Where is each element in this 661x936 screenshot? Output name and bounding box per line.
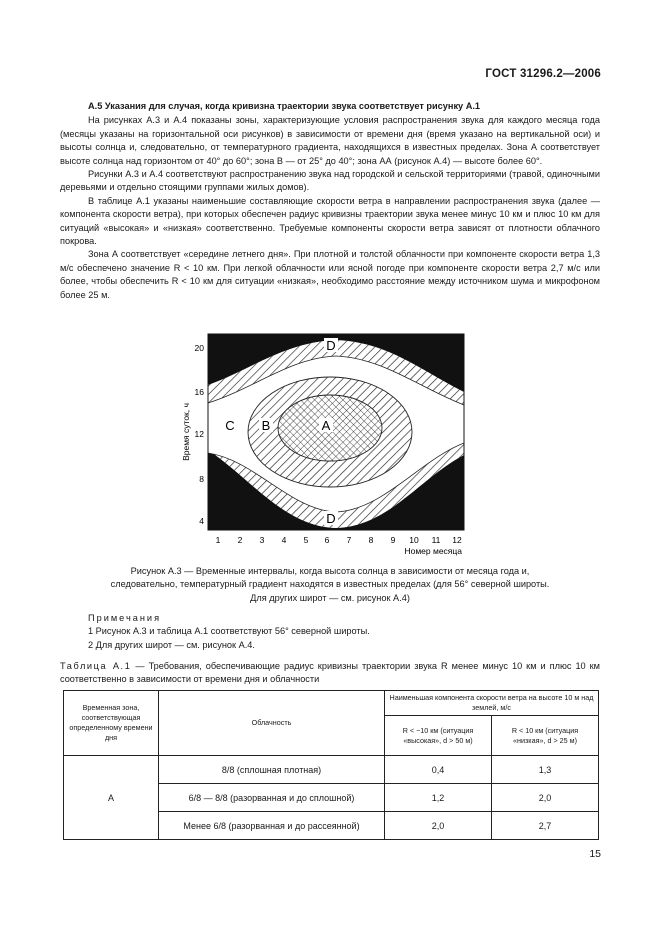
table-caption: [60, 660, 600, 687]
zone-cell: А: [64, 756, 159, 840]
x-tick-8: 8: [368, 535, 374, 545]
y-axis-label: Время суток, ч: [181, 403, 191, 461]
x-tick-9: 9: [390, 535, 396, 545]
table-a1: [63, 690, 599, 840]
x-tick-10: 10: [409, 535, 419, 545]
note-1: 1 Рисунок А.3 и таблица А.1 соответствуют 56° северной широты.: [88, 626, 370, 637]
section-heading: А.5 Указания для случая, когда кривизна траектории звука соответствует рисунку А.1: [88, 101, 480, 111]
x-tick-5: 5: [303, 535, 309, 545]
figure-a3: [170, 328, 480, 560]
y-tick-16: 16: [194, 387, 204, 397]
low-cell: 2,0: [492, 784, 599, 812]
header-zone: Временная зона, соответствующая определенному времени дня: [64, 691, 159, 756]
notes-heading: Примечания: [88, 613, 162, 623]
page-number: 15: [589, 848, 601, 860]
low-cell: 1,3: [492, 756, 599, 784]
x-axis-ticks: [216, 535, 462, 545]
paragraph-1: На рисунках А.3 и А.4 показаны зоны, характеризующие условия распространения звука для каждого месяца года (месяцы указаны на горизонтальной оси рисунков) в зависимости от времени дня (время указано на вертикальной оси) и высоты солнца и, следовательно, от температурного градиента, находящихся в известных пределах. Зона А соответствует высоте солнца над горизонтом от 40° до 60°; зона В — от 25° до 40°; зона АА (рисунок А.4) — высоте более 60°.: [60, 115, 600, 166]
x-tick-2: 2: [237, 535, 243, 545]
table-caption-text: — Требования, обеспечивающие радиус кривизны траектории звука R менее минус 10 км и плюс 10 км соответственно в зависимости от времени дня и облачности: [60, 661, 600, 685]
y-axis-ticks: [195, 343, 205, 526]
figure-caption: [60, 565, 600, 605]
high-cell: 1,2: [385, 784, 492, 812]
table-row: [64, 756, 599, 784]
table-label: Таблица А.1: [60, 661, 132, 671]
x-tick-6: 6: [324, 535, 330, 545]
y-tick-4: 4: [199, 516, 204, 526]
x-axis-label: Номер месяца: [404, 546, 462, 556]
x-tick-11: 11: [431, 535, 441, 545]
x-tick-4: 4: [281, 535, 287, 545]
zone-a-label: A: [321, 418, 331, 433]
paragraph-3: В таблице А.1 указаны наименьшие составляющие скорости ветра в направлении распространения звука (далее — компонента скорости ветра), при которых обеспечен радиус кривизны траектории звука менее минус 10 км и плюс 10 км для ситуаций «высокая» и «низкая» соответственно. Требуемые компоненты скорости ветра зависят от плотности облачного покрова.: [60, 195, 600, 247]
paragraph-4: Зона А соответствует «середине летнего дня». При плотной и толстой облачности при компоненте скорости ветра 1,3 м/с обеспечено значение R < 10 км. При легкой облачности или ясной погоде при компоненте скорости ветра 2,7 м/с или более, чтобы обеспечить R < 10 км для ситуации «низкая», необходимо расстояние между источником шума и микрофоном более 25 м.: [60, 249, 600, 300]
notes: [60, 612, 600, 652]
zone-b-label: B: [261, 418, 271, 433]
caption-line-3: Для других широт — см. рисунок А.4): [250, 592, 410, 603]
paragraph-2: Рисунки А.3 и А.4 соответствуют распространению звука над городской и сельской территориями (травой, одиночными деревьями и отдельно стоящими группами жилых домов).: [60, 169, 600, 193]
cloudiness-cell: Менее 6/8 (разорванная и до рассеянной): [159, 812, 385, 840]
y-tick-8: 8: [199, 474, 204, 484]
zone-c-label: C: [225, 418, 235, 433]
x-tick-3: 3: [259, 535, 265, 545]
header-high: R < −10 км (ситуация «высокая», d > 50 м): [385, 716, 492, 756]
section-a5: [60, 100, 600, 302]
standard-header: ГОСТ 31296.2—2006: [485, 68, 601, 80]
x-tick-1: 1: [215, 535, 221, 545]
y-tick-20: 20: [194, 343, 204, 353]
x-tick-12: 12: [452, 535, 462, 545]
header-cloudiness: Облачность: [159, 691, 385, 756]
caption-line-1: Рисунок А.3 — Временные интервалы, когда высота солнца в зависимости от месяца года и,: [130, 566, 530, 576]
caption-line-2: следовательно, температурный градиент находятся в известных пределах (для 56° северной широты.: [110, 579, 550, 590]
zone-d-bottom-label: D: [326, 511, 336, 526]
y-tick-12: 12: [194, 429, 204, 439]
cloudiness-cell: 8/8 (сплошная плотная): [159, 756, 385, 784]
high-cell: 2,0: [385, 812, 492, 840]
header-low: R < 10 км (ситуация «низкая», d > 25 м): [492, 716, 599, 756]
cloudiness-cell: 6/8 — 8/8 (разорванная и до сплошной): [159, 784, 385, 812]
header-wind: Наименьшая компонента скорости ветра на высоте 10 м над землей, м/с: [385, 691, 599, 716]
zone-d-top-label: D: [326, 338, 336, 353]
high-cell: 0,4: [385, 756, 492, 784]
note-2: 2 Для других широт — см. рисунок А.4.: [88, 639, 255, 650]
low-cell: 2,7: [492, 812, 599, 840]
x-tick-7: 7: [346, 535, 352, 545]
